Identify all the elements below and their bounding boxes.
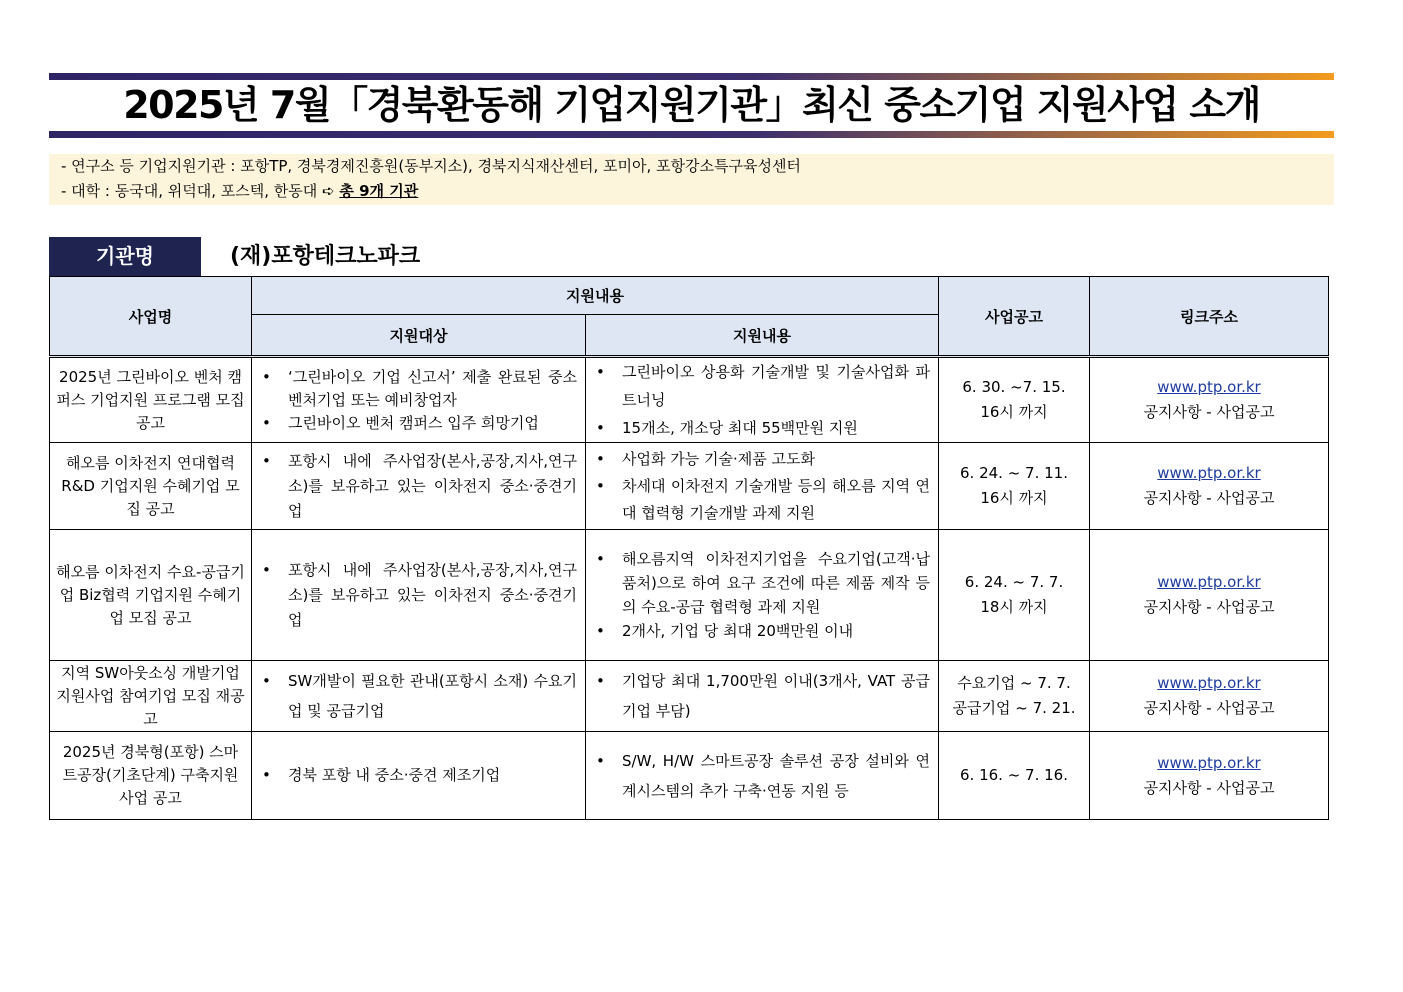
- org-name: (재)포항테크노파크: [230, 244, 421, 269]
- link-path: 공지사항 - 사업공고: [1143, 598, 1275, 616]
- table-row: [50, 357, 1329, 443]
- content-cell: [586, 732, 939, 820]
- content-cell: [586, 530, 939, 661]
- content-cell: [586, 357, 939, 443]
- link-path: 공지사항 - 사업공고: [1143, 778, 1275, 797]
- notes-line-universities: [61, 179, 1334, 204]
- target-item: • ‘그린바이오 기업 신고서’ 제출 완료된 중소벤처기업 또는 예비창업자: [252, 366, 577, 412]
- announce-cell: [939, 661, 1090, 732]
- announce-period: 6. 24. ~ 7. 11.: [960, 464, 1068, 482]
- link-cell: [1090, 530, 1329, 661]
- notes-universities-text: - 대학 : 동국대, 위덕대, 포스텍, 한동대 ➪: [61, 182, 340, 200]
- content-item: • 차세대 이차전지 기술개발 등의 해오름 지역 연대 협력형 기술개발 과제 지원: [586, 473, 930, 527]
- announce-deadline: 16시 까지: [980, 489, 1048, 507]
- program-name: 지역 SW아웃소싱 개발기업 지원사업 참여기업 모집 재공고: [50, 661, 252, 732]
- header-content: 지원내용: [586, 315, 939, 357]
- table-row: [50, 530, 1329, 661]
- link-url[interactable]: www.ptp.or.kr: [1157, 464, 1261, 482]
- program-name: 해오름 이차전지 수요-공급기업 Biz협력 기업지원 수혜기업 모집 공고: [50, 530, 252, 661]
- title-top-bar: [49, 73, 1334, 80]
- link-cell: [1090, 732, 1329, 820]
- target-item: • 경북 포항 내 중소·중견 제조기업: [252, 763, 577, 788]
- target-cell: [252, 530, 586, 661]
- header-announce: 사업공고: [939, 277, 1090, 357]
- target-cell: [252, 661, 586, 732]
- header-program: 사업명: [50, 277, 252, 357]
- content-item: • 해오름지역 이차전지기업을 수요기업(고객·납품처)으로 하여 요구 조건에 따른 제품 제작 등의 수요-공급 협력형 과제 지원: [586, 547, 930, 619]
- notes-total-count: 총 9개 기관: [339, 182, 419, 200]
- content-cell: [586, 661, 939, 732]
- program-name: 해오름 이차전지 연대협력 R&D 기업지원 수혜기업 모집 공고: [50, 443, 252, 530]
- content-item: • 그린바이오 상용화 기술개발 및 기술사업화 파트너닝: [586, 358, 930, 414]
- announce-cell: [939, 530, 1090, 661]
- announce-cell: [939, 357, 1090, 443]
- announce-deadline: 18시 까지: [980, 598, 1048, 616]
- program-table: [49, 276, 1329, 820]
- link-url[interactable]: www.ptp.or.kr: [1157, 573, 1261, 591]
- title-bottom-bar: [49, 131, 1334, 138]
- announce-demand: 수요기업 ~ 7. 7.: [957, 674, 1071, 692]
- link-cell: [1090, 357, 1329, 443]
- link-url[interactable]: www.ptp.or.kr: [1157, 753, 1261, 772]
- target-cell: [252, 732, 586, 820]
- content-item: • 기업당 최대 1,700만원 이내(3개사, VAT 공급기업 부담): [586, 666, 930, 726]
- org-label: 기관명: [49, 237, 201, 276]
- program-name: 2025년 경북형(포항) 스마트공장(기초단계) 구축지원사업 공고: [50, 732, 252, 820]
- header-link: 링크주소: [1090, 277, 1329, 357]
- announce-period: 6. 16. ~ 7. 16.: [960, 766, 1068, 784]
- table-row: [50, 732, 1329, 820]
- content-item: • 2개사, 기업 당 최대 20백만원 이내: [586, 619, 930, 643]
- link-url[interactable]: www.ptp.or.kr: [1157, 674, 1261, 692]
- announce-cell: [939, 443, 1090, 530]
- link-path: 공지사항 - 사업공고: [1143, 403, 1275, 421]
- link-cell: [1090, 661, 1329, 732]
- table-row: [50, 661, 1329, 732]
- page-title: 2025년 7월「경북환동해 기업지원기관」최신 중소기업 지원사업 소개: [123, 83, 1260, 127]
- target-item: • 포항시 내에 주사업장(본사,공장,지사,연구소)를 보유하고 있는 이차전지 중소·중견기업: [252, 558, 577, 633]
- content-item: • 사업화 가능 기술·제품 고도화: [586, 446, 930, 473]
- announce-supply: 공급기업 ~ 7. 21.: [952, 699, 1076, 717]
- announce-cell: [939, 732, 1090, 820]
- content-item: • S/W, H/W 스마트공장 솔루션 공장 설비와 연계시스템의 추가 구축·연동 지원 등: [586, 746, 930, 806]
- table-row: [50, 443, 1329, 530]
- target-item: • 그린바이오 벤처 캠퍼스 입주 희망기업: [252, 412, 577, 435]
- target-item: • 포항시 내에 주사업장(본사,공장,지사,연구소)를 보유하고 있는 이차전지 중소·중견기업: [252, 449, 577, 524]
- content-item: • 15개소, 개소당 최대 55백만원 지원: [586, 414, 930, 442]
- link-cell: [1090, 443, 1329, 530]
- announce-period: 6. 24. ~ 7. 7.: [964, 573, 1064, 591]
- announce-period: 6. 30. ~7. 15.: [962, 378, 1066, 396]
- target-cell: [252, 357, 586, 443]
- link-path: 공지사항 - 사업공고: [1143, 489, 1275, 507]
- target-cell: [252, 443, 586, 530]
- link-url[interactable]: www.ptp.or.kr: [1157, 378, 1261, 396]
- header-target: 지원대상: [252, 315, 586, 357]
- content-cell: [586, 443, 939, 530]
- agency-notes: [49, 154, 1334, 205]
- link-path: 공지사항 - 사업공고: [1143, 699, 1275, 717]
- target-item: • SW개발이 필요한 관내(포항시 소재) 수요기업 및 공급기업: [252, 666, 577, 726]
- notes-line-institutes: - 연구소 등 기업지원기관 : 포항TP, 경북경제진흥원(동부지소), 경북지식재산센터, 포미아, 포항강소특구육성센터: [61, 157, 801, 175]
- header-support: 지원내용: [252, 277, 939, 315]
- announce-deadline: 16시 까지: [980, 403, 1048, 421]
- program-name: 2025년 그린바이오 벤처 캠퍼스 기업지원 프로그램 모집공고: [50, 357, 252, 443]
